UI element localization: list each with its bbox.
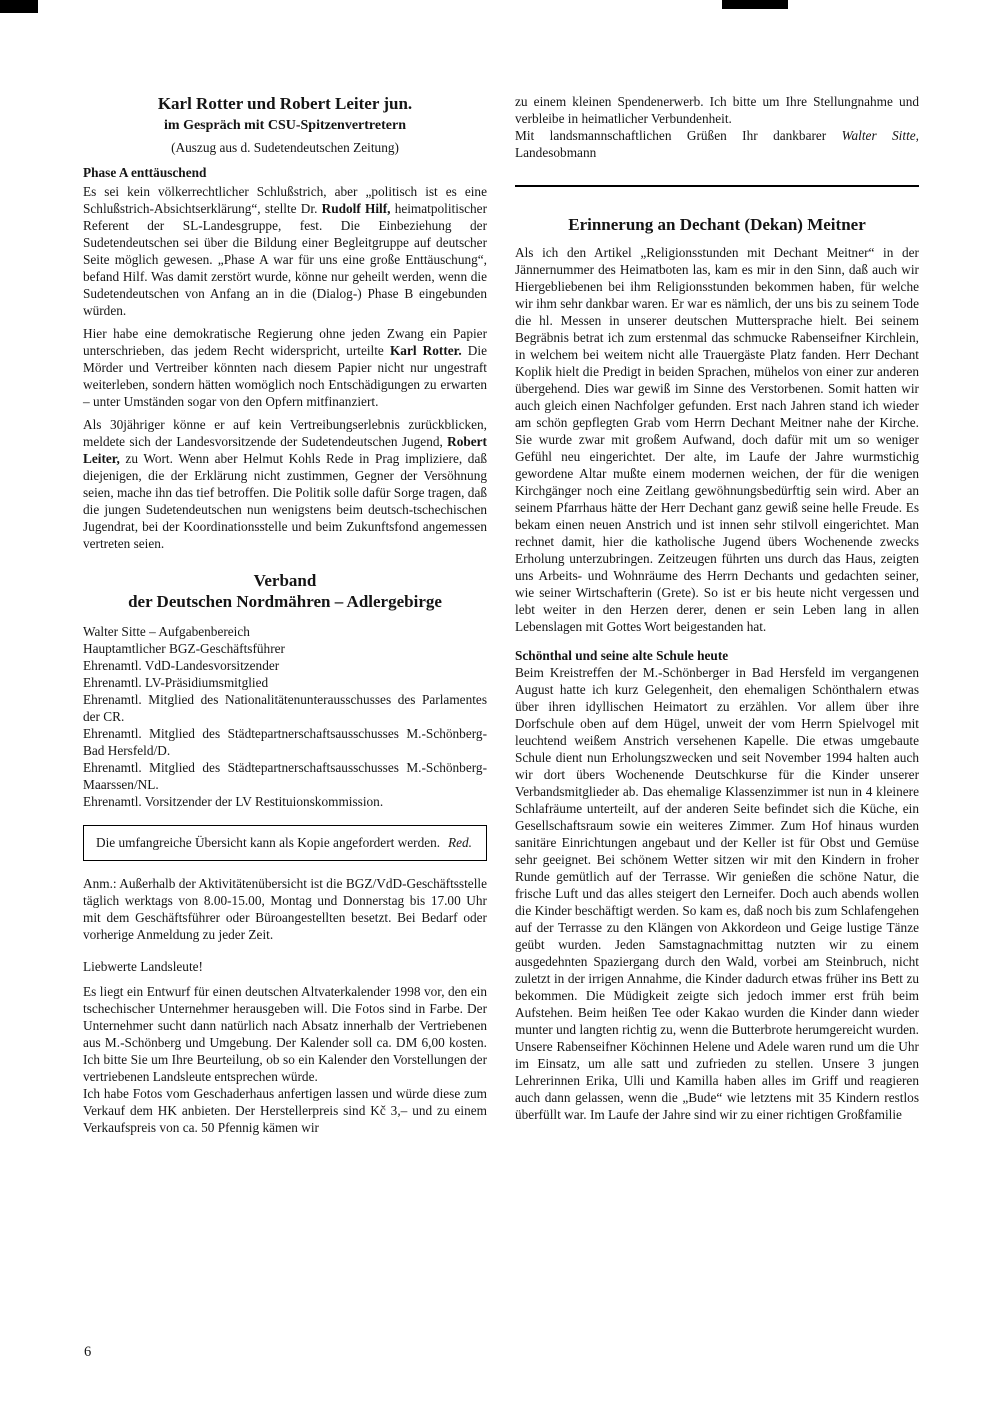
section-divider-rule <box>515 185 919 187</box>
office-hours-note: Anm.: Außerhalb der Aktivitätenübersicht ist die BGZ/VdD-Geschäftsstelle täglich werktags von 8.00-15.00, Montag und Donnerstag bis 17.00 Uhr mit dem Geschäftsführer oder Büroangestellten besetzt. Bei Bedarf oder vorherige Anmeldung zu jeder Zeit. <box>83 876 487 942</box>
letter-body <box>83 983 487 1136</box>
verband-functions-list <box>83 623 487 810</box>
paragraph: Ehrenamtl. Vorsitzender der LV Restituionskommission. <box>83 794 384 809</box>
meitner-article-body: Als ich den Artikel „Religionsstunden mit Dechant Meitner“ in der Jännernummer des Heimatboten las, kam es mir in den Sinn, daß auch wir Hiergebliebenen bei ihm Religionsstunden bekommen haben, für welche wir ihm sehr dankbar waren. Er war es nämlich, der uns bis zu seinem Tode die hl. Messen in unserer deutschen Muttersprache hielt. Bei seinem Begräbnis betrat ich zum erstenmal das schmucke Rabenseifner Kirchlein, in welchem bei weitem nicht alle Trauergäste Platz fanden. Herr Dechant Koplik hielt die Predigt in beiden Sprachen, mühelos von einer zur anderen übergehend. Dies war gewiß im Sinne des Verstorbenen. Somit hatten wir auch gleich einen Nachfolger gefunden. Erst nach Jahren stand ich wieder am schön gepflegten Grab vom Herrn Dechant Meitner nahe der Kirche. Sie wurde zwar mit großem Aufwand, doch dafür mit um so weniger Gefühl neu eingerichtet. Der alte, im Laufe der Jahre wurmstichig gewordene Altar mußte einem modernen weichen, der für die wenigen Kirchgänger noch eine Zeitlang gewöhnungsbedürftig sein wird. Aber an seinem Pfarrhaus hätte der Herr Dechant ganz gewiß seine helle Freude. Es bekam einen neuen Anstrich und ist innen sehr stilvoll eingerichtet. Man rechnet damit, hier die katholische Jugend übers Wochenende zwecks Erholung unterzubringen. Zeitzeugen führten uns durch das Haus, zeigten uns Arbeits- und Wohnräume des Herrn Dechants und gedachten seiner, wie seiner Wirtschafterin (Grete). So ist er bis heute nicht vergessen und lebt weiter in den Herzen derer, denen er sein Leben lang in allen Lebenslagen mit Gottes Wort beigestanden hat. <box>515 245 919 634</box>
paragraph: Ehrenamtl. LV-Präsidiumsmitglied <box>83 675 269 690</box>
meitner-article-title: Erinnerung an Dechant (Dekan) Meitner <box>568 215 866 234</box>
schoenthal-subheading: Schönthal und seine alte Schule heute <box>515 648 729 663</box>
scan-mark-top-right <box>722 0 788 9</box>
scan-mark-top-left <box>0 0 38 13</box>
verband-article-title-line1: Verband <box>253 571 317 590</box>
csu-article-title: Karl Rotter und Robert Leiter jun. <box>157 94 413 113</box>
csu-article-source-note: (Auszug aus d. Sudetendeutschen Zeitung) <box>171 140 399 155</box>
paragraph: Es liegt ein Entwurf für einen deutschen Altvaterkalender 1998 vor, den ein tschechischer Unternehmer herausgeben will. Die Fotos sind in Farbe. Der Unternehmer sucht dann natürlich nach Absatz innerhalb der Vertriebenen aus M.-Schönberg und Umgebung. Der Kalender soll ca. DM 6,00 kosten. Ich bitte Sie um Ihre Beurteilung, ob so ein Kalender den Vorstellungen der vertriebenen Landsleute entsprechen würde. <box>83 984 487 1084</box>
letter-ending <box>515 93 919 161</box>
paragraph: Ehrenamtl. Mitglied des Städtepartnerschaftsausschusses M.-Schönberg-Maarssen/NL. <box>83 760 487 792</box>
paragraph: Hier habe eine demokratische Regierung ohne jeden Zwang ein Papier unterschrieben, das jedem Recht widerspricht, urteilte Karl Rotter. Die Mörder und Vertreiber könnten nach diesem Papier nicht nur ungestraft weiterleben, sondern hätten womöglich noch Entschädigungen zu erwarten – unter Umständen sogar von den Opfern mitfinanziert. <box>83 326 487 409</box>
letter-salutation: Liebwerte Landsleute! <box>83 959 203 974</box>
two-column-layout <box>83 93 919 1136</box>
paragraph: Als 30jähriger könne er auf kein Vertreibungserlebnis zurückblicken, meldete sich der Landesvorsitzende der Sudetendeutschen Jugend, Robert Leiter, zu Wort. Wenn aber Helmut Kohls Rede in Prag impliziere, daß diejenigen, die der Erklärung nicht zustimmen, Gegner der Versöhnung seien, mache ihn das tief betroffen. Die Politik solle dafür Sorge tragen, daß die jungen Sudetendeutschen nun wenigstens beim deutsch-tschechischen Jugendrat, bei der Koordinationsstelle und beim Zukunftsfond angemessen vertreten seien. <box>83 417 487 551</box>
paragraph: Ehrenamtl. Mitglied des Städtepartnerschaftsausschusses M.-Schönberg-Bad Hersfeld/D. <box>83 726 487 758</box>
copy-request-signature: Red. <box>448 835 472 850</box>
csu-article-subtitle: im Gespräch mit CSU-Spitzenvertretern <box>164 118 406 133</box>
schoenthal-body: Beim Kreistreffen der M.-Schönberger in Bad Hersfeld im vergangenen August hatte ich kurz Gelegenheit, den ehemaligen Schönthalern etwas über ihren idyllischen Heimatort zu erzählen. Vor allem über ihre Dorfschule oben auf dem Hügel, unweit der vom Herrn Spielvogel mit leuchtend weißem Anstrich versehenen Kapelle. Die etwas umgebaute Schule dient nun Erholungszwecken und seit November 1994 halten auch wir dort übers Wochenende Deutschkurse für die Kinder unserer Verbandsmitglieder ab. Das ehemalige Klassenzimmer ist nun in 4 kleinere Schlafräume unterteilt, auf der anderen Seite befindet sich die Küche, ein Gesellschaftsraum sowie ein weiteres Zimmer. Zum Hof hinaus wurden sanitäre Einrichtungen angebaut und der Keller ist für Obst und Gemüse sehr geeignet. Bei schönem Wetter sitzen wir mit den Kindern in froher Runde gemütlich auf der Terrasse. Wir genießen die schöne Natur, die frische Luft und das alles steigert den Lerneifer. Doch auch abends wollen die Kinder beschäftigt werden. So kam es, daß noch bis zum Schlafengehen auf der Terrasse zu den Klängen von Akkordeon und Geige lustige Tänze geübt wurden. Jeden Samstagnachmittag nutzten wir zu einem ausgedehnten Spaziergang durch den Wald, vorbei am Steinbruch, nicht zuletzt in der irrigen Annahme, die Kinder dadurch etwas früher ins Bett zu bekommen. Die Müdigkeit zeigte sich jedoch immer erst früh beim Aufstehen. Beim heißen Tee oder Kakao wurden die Kinder dann wieder munter und langten richtig zu, wenn die Butterbrote herumgereicht wurden. Unsere Rabenseifner Köchinnen Helene und Adele waren rund um die Uhr im Einsatz, um alle satt und zufrieden zu stellen. Unsere 3 jungen Lehrerinnen Erika, Ulli und Kamilla haben alles im Griff und reagieren auch dann gelassen, wenn die „Bude“ wie letztens mit 35 Kindern restlos überfüllt war. Im Laufe der Jahre sind wir zu einer richtigen Großfamilie <box>515 665 919 1122</box>
copy-request-box <box>83 825 487 861</box>
paragraph: Ehrenamtl. VdD-Landesvorsitzender <box>83 658 280 673</box>
paragraph: Ehrenamtl. Mitglied des Nationalitätenunterausschusses des Parlamentes der CR. <box>83 692 487 724</box>
csu-article-section-heading: Phase A enttäuschend <box>83 165 207 180</box>
paragraph: Es sei kein völkerrechtlicher Schlußstrich, aber „politisch ist es eine Schlußstrich-Absichtserklärung“, stellte Dr. Rudolf Hilf, heimatpolitischer Referent der SL-Landesgruppe, fest. Die Einbeziehung der Sudetendeutschen sei über die Bildung einer Begleitgruppe auf deutscher Seite möglich gewesen. „Phase A war für uns eine große Enttäuschung“, befand Hilf. Was damit zerstört wurde, könne nur geheilt werden, wenn die Sudetendeutschen von Anfang an in die (Dialog-) Phase B eingebunden würden. <box>83 184 488 318</box>
paragraph: Walter Sitte – Aufgabenbereich <box>83 624 250 639</box>
csu-article-body <box>83 183 487 552</box>
page-number: 6 <box>84 1344 92 1360</box>
left-column <box>83 93 487 1136</box>
verband-article-title-line2: der Deutschen Nordmähren – Adlergebirge <box>128 592 442 611</box>
copy-request-text: Die umfangreiche Übersicht kann als Kopie angefordert werden. <box>96 835 441 850</box>
paragraph: Mit landsmannschaftlichen Grüßen Ihr dankbarer Walter Sitte, Landesobmann <box>515 128 919 160</box>
paragraph: Ich habe Fotos vom Geschaderhaus anfertigen lassen und würde diese zum Verkauf dem HK anbieten. Der Herstellerpreis sind Kč 3,– und zu einem Verkaufspreis von ca. 50 Pfennig kämen wir <box>83 1086 487 1135</box>
paragraph: Hauptamtlicher BGZ-Geschäftsführer <box>83 641 285 656</box>
right-column <box>515 93 919 1136</box>
paragraph: zu einem kleinen Spendenerwerb. Ich bitte um Ihre Stellungnahme und verbleibe in heimatlicher Verbundenheit. <box>515 94 919 126</box>
